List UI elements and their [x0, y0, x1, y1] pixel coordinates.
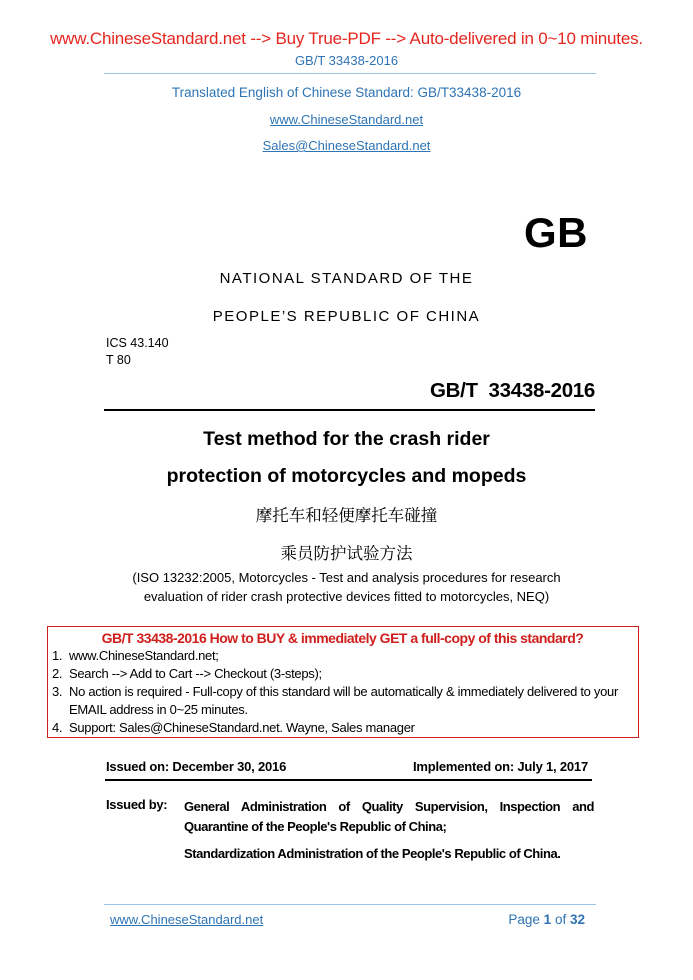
- issued-date: Issued on: December 30, 2016: [106, 759, 287, 774]
- issuer-orgs: [184, 797, 594, 871]
- buy-step-4-number: 4.: [52, 720, 63, 736]
- gb-logo: GB: [524, 209, 588, 256]
- page-indicator: [508, 912, 585, 927]
- buy-step-4-text: Support: Sales@ChineseStandard.net. Wayne, Sales manager: [69, 720, 415, 736]
- email-link-header[interactable]: Sales@ChineseStandard.net: [262, 138, 431, 153]
- title-en-line2: protection of motorcycles and mopeds: [166, 465, 527, 487]
- standard-number-divider: [104, 409, 595, 411]
- buy-box-heading: GB/T 33438-2016 How to BUY & immediately GET a full-copy of this standard?: [101, 630, 584, 646]
- dates-divider: [105, 779, 592, 781]
- header-divider: [104, 73, 596, 74]
- issuer-block: [106, 797, 594, 871]
- footer-divider: [104, 904, 596, 905]
- buy-step-3: [52, 683, 633, 719]
- promo-banner: www.ChineseStandard.net --> Buy True-PDF --> Auto-delivered in 0~10 minutes.: [50, 29, 643, 48]
- buy-step-2: [52, 665, 633, 683]
- title-zh-line2: 乘员防护试验方法: [280, 545, 413, 563]
- national-standard-line1: NATIONAL STANDARD OF THE: [219, 270, 474, 287]
- doc-class-code: T 80: [106, 353, 131, 367]
- dates-row: [106, 759, 588, 774]
- page-word: Page: [508, 912, 540, 927]
- standard-number: GB/T 33438-2016: [430, 379, 595, 402]
- site-link-footer[interactable]: www.ChineseStandard.net: [110, 912, 264, 927]
- national-standard-line2: PEOPLE’S REPUBLIC OF CHINA: [212, 308, 481, 325]
- buy-step-3-text: No action is required - Full-copy of this standard will be automatically & immediately delivered to your EMAIL address in 0~25 minutes.: [69, 684, 619, 718]
- iso-reference-line2: evaluation of rider crash protective devices fitted to motorcycles, NEQ): [143, 589, 550, 604]
- issuer-org-2: Standardization Administration of the People's Republic of China.: [184, 846, 561, 861]
- buy-step-3-number: 3.: [52, 684, 63, 700]
- buy-step-1-number: 1.: [52, 648, 63, 663]
- iso-reference-line1: (ISO 13232:2005, Motorcycles - Test and analysis procedures for research: [132, 570, 561, 585]
- title-zh-line1: 摩托车和轻便摩托车碰撞: [255, 507, 438, 525]
- translated-note: Translated English of Chinese Standard: GB/T33438-2016: [171, 85, 522, 100]
- buy-step-2-text: Search --> Add to Cart --> Checkout (3-steps);: [69, 666, 322, 682]
- ics-code: ICS 43.140: [106, 336, 169, 350]
- of-word: of: [554, 912, 567, 927]
- implemented-date: Implemented on: July 1, 2017: [412, 759, 588, 774]
- total-pages: 32: [569, 912, 585, 927]
- issued-by-label: Issued by:: [106, 797, 168, 812]
- page-number: 1: [543, 912, 552, 927]
- buy-step-4: [52, 719, 633, 737]
- buy-step-1: [52, 647, 633, 665]
- buy-step-2-number: 2.: [52, 666, 63, 682]
- buy-info-box: [47, 626, 639, 738]
- buy-step-1-text: www.ChineseStandard.net;: [69, 648, 219, 663]
- site-link-header[interactable]: www.ChineseStandard.net: [269, 112, 424, 127]
- title-en-line1: Test method for the crash rider: [203, 428, 490, 450]
- standard-code-small: GB/T 33438-2016: [294, 53, 399, 68]
- issuer-org-1: General Administration of Quality Supervision, Inspection and Quarantine of the People's Republic of China;: [184, 799, 594, 834]
